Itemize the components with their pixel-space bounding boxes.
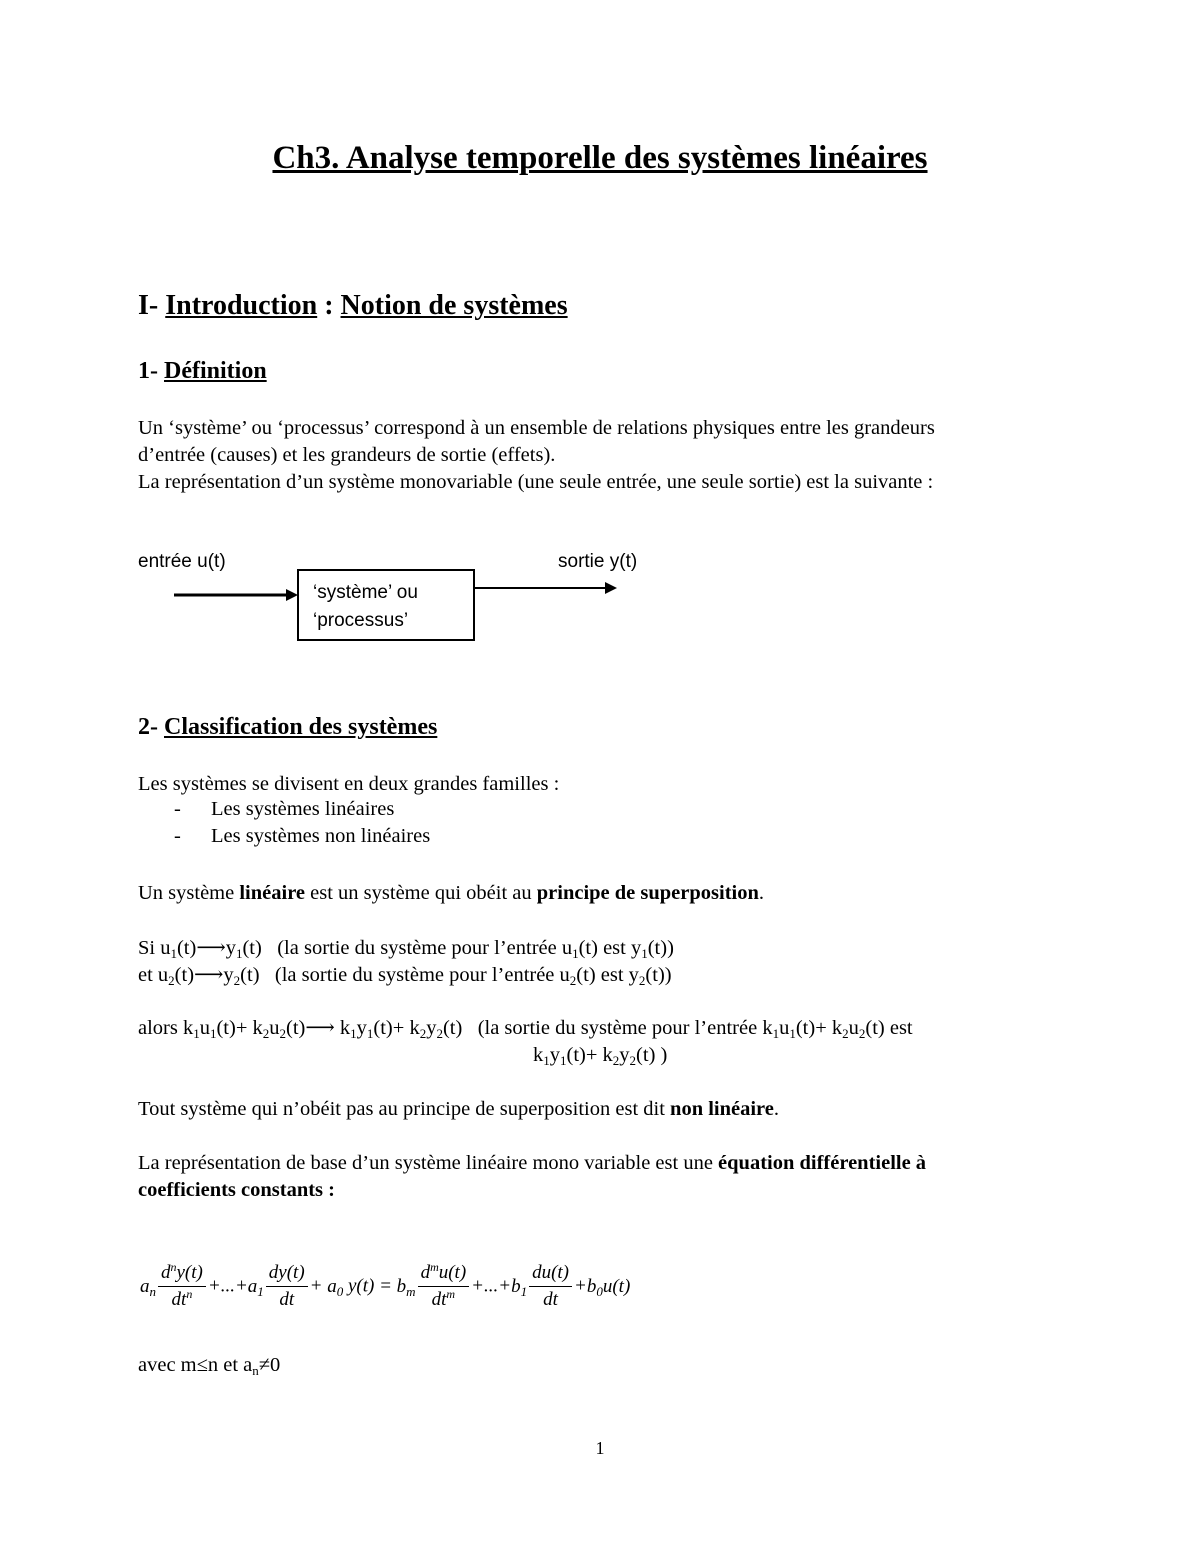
system-box-line-2: ‘processus’ <box>313 610 409 631</box>
superposition-line-1: Si u1(t)⟶y1(t) (la sortie du système pour l’entrée u1(t) est y1(t)) <box>138 937 674 961</box>
text: . <box>758 882 765 904</box>
list-item-text: Les systèmes linéaires <box>211 798 395 820</box>
nonlinear-definition <box>138 1096 779 1123</box>
representation-line-1 <box>138 1150 926 1177</box>
section-intro: Introduction <box>165 290 318 321</box>
emphasis: principe de superposition <box>536 882 759 904</box>
classification-intro: Les systèmes se divisent en deux grandes familles : <box>138 773 560 795</box>
definition-line-2: d’entrée (causes) et les grandeurs de sortie (effets). <box>138 444 556 466</box>
text: La représentation de base d’un système linéaire mono variable est une <box>138 1152 713 1174</box>
page-title: Ch3. Analyse temporelle des systèmes linéaires <box>272 140 928 176</box>
subsection-label: Classification des systèmes <box>164 714 438 740</box>
superposition-line-3: alors k1u1(t)+ k2u2(t)⟶ k1y1(t)+ k2y2(t) (la sortie du système pour l’entrée k1u1(t)+ k2u2(t) est <box>138 1017 913 1041</box>
text: . <box>773 1098 780 1120</box>
section-colon: : <box>324 290 334 321</box>
output-label: sortie y(t) <box>558 551 638 572</box>
input-arrow <box>174 589 298 601</box>
superposition-line-2: et u2(t)⟶y2(t) (la sortie du système pour l’entrée u2(t) est y2(t)) <box>138 964 672 988</box>
linear-definition <box>138 880 764 907</box>
equation-condition: avec m≤n et an≠0 <box>138 1354 281 1378</box>
diagram-arrows <box>0 0 1200 700</box>
superposition-line-4: k1y1(t)+ k2y2(t) ) <box>533 1044 668 1068</box>
emphasis: équation différentielle à <box>718 1152 927 1174</box>
definition-line-3: La représentation d’un système monovariable (une seule entrée, une seule sortie) est la suivante : <box>138 471 934 493</box>
section-notion: Notion de systèmes <box>340 290 568 321</box>
output-arrow <box>473 582 617 594</box>
input-label: entrée u(t) <box>138 551 226 572</box>
representation-line-2: coefficients constants : <box>138 1179 335 1201</box>
list-item: - Les systèmes linéaires <box>174 798 395 820</box>
emphasis: non linéaire <box>670 1098 774 1120</box>
subsection-number: 1- <box>138 358 158 384</box>
differential-equation: $a_n$ $\frac{d^ny(t)}{dt^n}$ $+...+a_1$ $\frac{dy(t)}{dt}$ + $a_0$ $y(t) = b_m$ $\frac{d^mu(t)}{dt^m}$ $+...+b_1$ $\frac{du(t)}{dt}$ $+b_0u(t)$ <box>140 1260 631 1310</box>
text: Tout système qui n’obéit pas au principe de superposition est dit <box>138 1098 665 1120</box>
definition-line-1: Un ‘système’ ou ‘processus’ correspond à un ensemble de relations physiques entre les grandeurs <box>138 417 935 439</box>
subsection-label: Définition <box>164 358 267 384</box>
subsection-number: 2- <box>138 714 158 740</box>
text: est un système qui obéit au <box>310 882 532 904</box>
emphasis: linéaire <box>239 882 306 904</box>
system-box-line-1: ‘système’ ou <box>313 582 418 603</box>
section-number: I- <box>138 290 159 321</box>
list-item-text: Les systèmes non linéaires <box>211 825 431 847</box>
page-number: 1 <box>595 1438 605 1458</box>
list-item: - Les systèmes non linéaires <box>174 825 431 847</box>
subsection-classification <box>138 714 437 741</box>
text: Un système <box>138 882 235 904</box>
